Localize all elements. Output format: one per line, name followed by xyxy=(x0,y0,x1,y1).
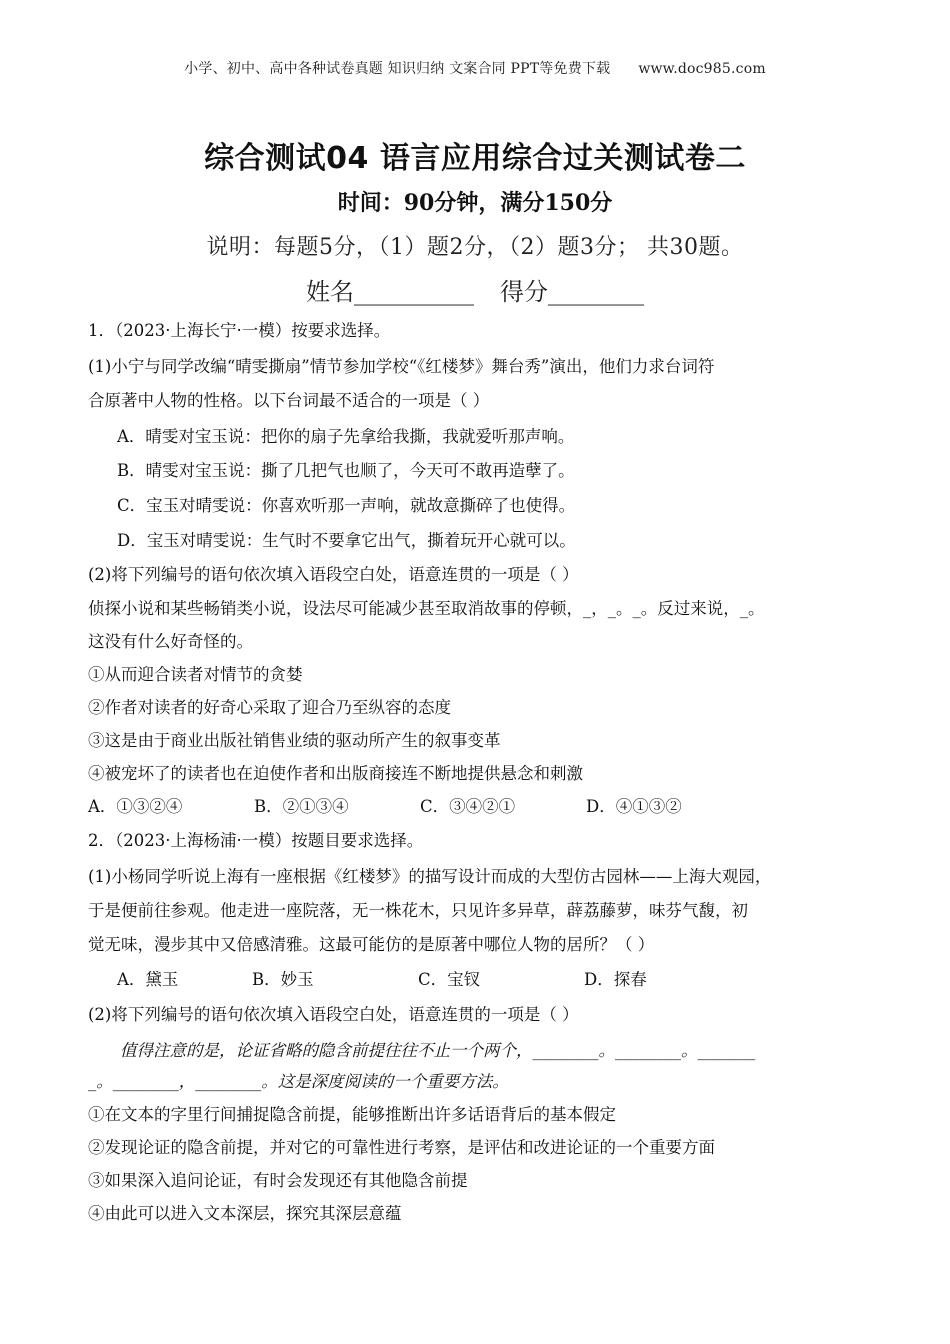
q1-item-1: ①从而迎合读者对情节的贪婪 xyxy=(88,665,303,684)
q1-choice-a[interactable]: A．①③②④ xyxy=(88,797,183,816)
q2-part2-text2: _。________，________。这是深度阅读的一个重要方法。 xyxy=(88,1072,509,1091)
q1-item-2: ②作者对读者的好奇心采取了迎合乃至纵容的态度 xyxy=(88,698,451,717)
q2-choice-a[interactable]: A．黛玉 xyxy=(117,970,179,989)
score-field[interactable]: 得分________ xyxy=(500,278,644,306)
header-url[interactable]: www.doc985.com xyxy=(638,61,766,77)
exam-note: 说明：每题5分，（1）题2分，（2）题3分； 共30题。 xyxy=(206,235,744,260)
q1-option-b[interactable]: B．晴雯对宝玉说：撕了几把气也顺了，今天可不敢再造孽了。 xyxy=(117,461,575,480)
q2-choice-d[interactable]: D．探春 xyxy=(584,970,647,989)
q1-part2-text2: 这没有什么好奇怪的。 xyxy=(88,632,253,651)
q1-heading: 1．（2023·上海长宁·一模）按要求选择。 xyxy=(88,321,391,340)
q2-part2-heading: (2)将下列编号的语句依次填入语段空白处，语意连贯的一项是（ ） xyxy=(88,1005,579,1024)
q1-option-d[interactable]: D．宝玉对晴雯说：生气时不要拿它出气，撕着玩开心就可以。 xyxy=(117,531,576,550)
q1-choice-d[interactable]: D．④①③② xyxy=(586,797,682,816)
q1-option-c[interactable]: C．宝玉对晴雯说：你喜欢听那一声响，就故意撕碎了也使得。 xyxy=(117,496,576,515)
q2-part2-text1: 值得注意的是，论证省略的隐含前提往往不止一个两个，________。________。_______ xyxy=(120,1041,756,1060)
q1-option-a[interactable]: A．晴雯对宝玉说：把你的扇子先拿给我撕，我就爱听那声响。 xyxy=(117,427,575,446)
q2-part1-line3: 觉无味，漫步其中又倍感清雅。这最可能仿的是原著中哪位人物的居所？（ ） xyxy=(88,935,655,954)
q2-choice-c[interactable]: C．宝钗 xyxy=(418,970,481,989)
q1-part2-heading: (2)将下列编号的语句依次填入语段空白处，语意连贯的一项是（ ） xyxy=(88,565,579,584)
q1-choice-b[interactable]: B．②①③④ xyxy=(254,797,349,816)
name-field[interactable]: 姓名__________ xyxy=(306,278,474,306)
q1-part1-line2: 合原著中人物的性格。以下台词最不适合的一项是（ ） xyxy=(88,391,490,410)
q1-choice-c[interactable]: C．③④②① xyxy=(420,797,516,816)
q1-part2-text1: 侦探小说和某些畅销类小说，设法尽可能减少甚至取消故事的停顿，_，_。_。反过来说，_。 xyxy=(88,599,765,618)
q1-part1-line1: (1)小宁与同学改编“晴雯撕扇”情节参加学校“《红楼梦》舞台秀”演出，他们力求台词符 xyxy=(88,357,715,376)
document-title: 综合测试04 语言应用综合过关测试卷二 xyxy=(204,141,746,176)
q2-part1-line2: 于是便前往参观。他走进一座院落，无一株花木，只见许多异草，薜荔藤萝，味芬气馥，初 xyxy=(88,901,748,920)
exam-time: 时间：90分钟，满分150分 xyxy=(337,190,613,216)
q2-heading: 2．（2023·上海杨浦·一模）按题目要求选择。 xyxy=(88,831,424,850)
q1-item-3: ③这是由于商业出版社销售业绩的驱动所产生的叙事变革 xyxy=(88,731,501,750)
header-text: 小学、初中、高中各种试卷真题 知识归纳 文案合同 PPT等免费下载 xyxy=(184,61,611,77)
q2-item-4: ④由此可以进入文本深层，探究其深层意蕴 xyxy=(88,1204,402,1223)
q2-item-2: ②发现论证的隐含前提，并对它的可靠性进行考察，是评估和改进论证的一个重要方面 xyxy=(88,1138,715,1157)
q1-choices-row xyxy=(88,796,682,818)
q1-item-4: ④被宠坏了的读者也在迫使作者和出版商接连不断地提供悬念和刺激 xyxy=(88,764,583,783)
q2-choice-b[interactable]: B．妙玉 xyxy=(252,970,314,989)
name-score-row xyxy=(0,272,950,307)
q2-choices-row xyxy=(117,969,647,991)
q2-item-1: ①在文本的字里行间捕捉隐含前提，能够推断出许多话语背后的基本假定 xyxy=(88,1105,616,1124)
q2-part1-line1: (1)小杨同学听说上海有一座根据《红楼梦》的描写设计而成的大型仿古园林——上海大观园， xyxy=(88,867,772,886)
page-header xyxy=(0,58,950,78)
q2-item-3: ③如果深入追问论证，有时会发现还有其他隐含前提 xyxy=(88,1171,468,1190)
